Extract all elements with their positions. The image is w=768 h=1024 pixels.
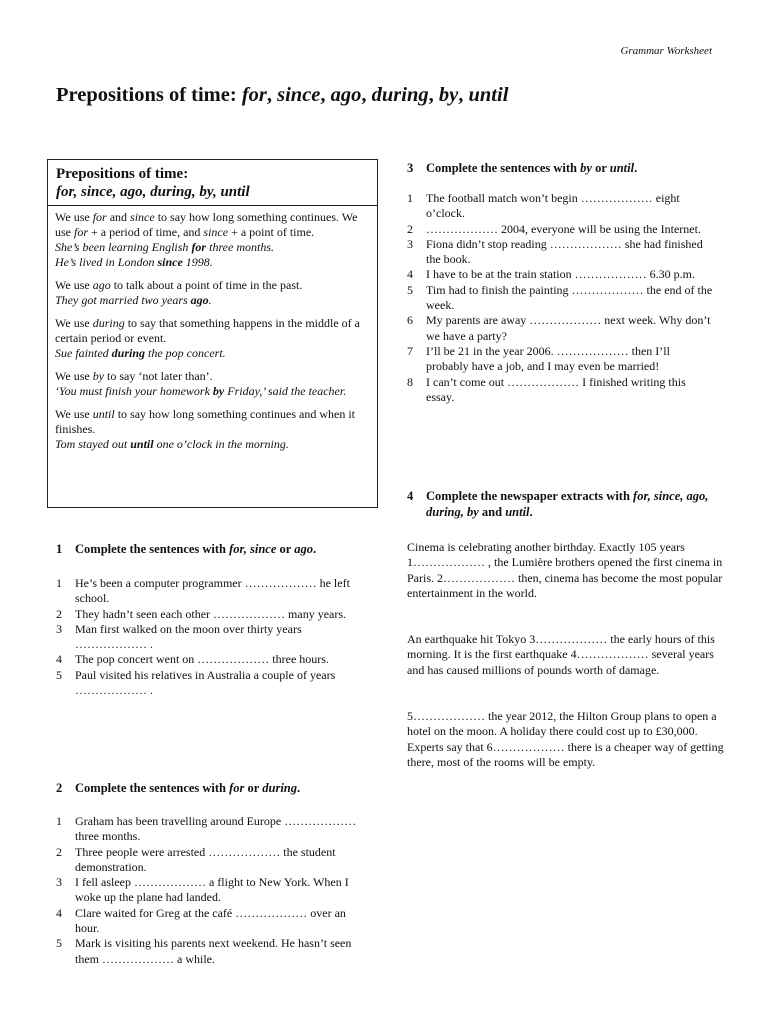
rule-example: Sue fainted during the pop concert. xyxy=(55,346,226,360)
exercise-item: 2 ……………… 2004, everyone will be using the Internet. xyxy=(407,221,701,236)
newspaper-extract: 5……………… the year 2012, the Hilton Group plans to open a hotel on the moon. A holiday there could cost up to £30,000. Experts say that 6……………… there is a cheaper way of getting there, most of the rooms will be empty. xyxy=(407,709,724,769)
rule-example: They got married two years ago. xyxy=(55,293,212,307)
exercise-item: 3 Man first walked on the moon over thirty years ……………… . xyxy=(56,621,302,652)
rule-example: Tom stayed out until one o’clock in the morning. xyxy=(55,437,289,451)
page-title: Prepositions of time: for, since, ago, during, by, until xyxy=(56,84,509,106)
rules-box-subheading: for, since, ago, during, by, until xyxy=(56,184,250,200)
exercise-item: 4 I have to be at the train station ……………… 6.30 p.m. xyxy=(407,267,695,282)
newspaper-extract: An earthquake hit Tokyo 3……………… the early hours of this morning. It is the first earthquake 4……………… several years and has caused millions of pounds worth of damage. xyxy=(407,632,715,677)
rules-box xyxy=(47,159,378,508)
rules-box-heading: Prepositions of time: xyxy=(56,166,189,182)
exercise-title: 3 Complete the sentences with by or until. xyxy=(407,161,638,175)
rule-example: She’s been learning English for three months. xyxy=(55,240,274,254)
exercise-title: 4 Complete the newspaper extracts with for, since, ago, during, by and until. xyxy=(407,489,709,519)
exercise-item: 1 He’s been a computer programmer ……………… he left school. xyxy=(56,576,350,606)
exercise-item: 2 Three people were arrested ……………… the student demonstration. xyxy=(56,844,336,874)
exercise-item: 5 Tim had to finish the painting ……………… the end of the week. xyxy=(407,282,713,313)
exercise-title: 2 Complete the sentences with for or during. xyxy=(56,781,301,795)
exercise-items xyxy=(56,576,368,698)
rules-box-body xyxy=(48,206,377,452)
rule-text: We use until to say how long something continues and when it finishes. xyxy=(55,407,356,436)
exercise-item: 1 The football match won’t begin ……………… eight o’clock. xyxy=(407,191,680,221)
rule-ago xyxy=(55,278,369,308)
rule-text: We use for and since to say how long something continues. We use for + a period of time, and since + a point of time. xyxy=(55,210,358,239)
rule-example: ‘You must finish your homework by Friday,’ said the teacher. xyxy=(55,384,347,398)
exercise-item: 3 Fiona didn’t stop reading ……………… she had finished the book. xyxy=(407,236,703,267)
rule-until xyxy=(55,407,369,452)
newspaper-extract: Cinema is celebrating another birthday. Exactly 105 years 1……………… , the Lumière brothers opened the first cinema in Paris. 2……………… then, cinema has become the most popular entertainment in the world. xyxy=(407,540,723,600)
exercise-1 xyxy=(56,541,368,698)
exercise-item: 7 I’ll be 21 in the year 2006. ……………… then I’ll probably have a job, and I may even be married! xyxy=(407,343,670,374)
exercise-item: 5 Paul visited his relatives in Australia a couple of years ……………… . xyxy=(56,667,336,698)
exercise-2 xyxy=(56,780,368,967)
worksheet-label: Grammar Worksheet xyxy=(620,45,712,57)
exercise-title: 1 Complete the sentences with for, since or ago. xyxy=(56,542,317,556)
rule-by xyxy=(55,369,369,399)
rules-box-header xyxy=(48,160,377,206)
exercise-4 xyxy=(407,488,727,770)
rule-for-since xyxy=(55,210,369,270)
rule-text: We use by to say ‘not later than’. xyxy=(55,369,213,383)
exercise-item: 8 I can’t come out ……………… I finished writing this essay. xyxy=(407,374,686,404)
exercise-item: 2 They hadn’t seen each other ……………… many years. xyxy=(56,606,347,621)
exercise-item: 3 I fell asleep ……………… a flight to New York. When I woke up the plane had landed. xyxy=(56,875,349,905)
exercise-items xyxy=(407,191,715,405)
rule-example: He’s lived in London since 1998. xyxy=(55,255,213,269)
exercise-item: 1 Graham has been travelling around Europe ……………… three months. xyxy=(56,814,357,844)
rule-during xyxy=(55,316,369,361)
exercise-3 xyxy=(407,160,715,405)
exercise-item: 4 The pop concert went on ……………… three hours. xyxy=(56,652,329,667)
exercise-items xyxy=(56,814,368,967)
rule-text: We use during to say that something happens in the middle of a certain period or event. xyxy=(55,316,360,345)
exercise-item: 6 My parents are away ……………… next week. Why don’t we have a party? xyxy=(407,313,711,343)
rule-text: We use ago to talk about a point of time in the past. xyxy=(55,278,303,292)
exercise-item: 4 Clare waited for Greg at the café ……………… over an hour. xyxy=(56,905,346,936)
exercise-item: 5 Mark is visiting his parents next weekend. He hasn’t seen them ……………… a while. xyxy=(56,936,352,966)
